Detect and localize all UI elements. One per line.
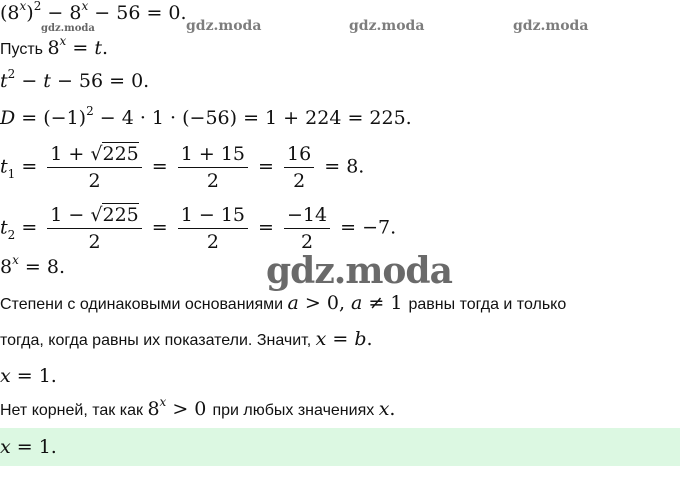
watermark-2: gdz.moda [349, 18, 425, 34]
case-one-equation: $8^x = 8$. [0, 253, 66, 278]
answer-highlight [0, 428, 680, 466]
final-answer: x = 1. [0, 436, 57, 458]
pust-text: Пусть [0, 41, 43, 58]
explanation-line-1: Степени с одинаковыми основаниями a > 0, a ≠ 1 равны тогда и только [0, 292, 567, 314]
watermark-large: gdz.moda [266, 250, 452, 292]
case-two-explanation: Нет корней, так как $8^x > 0$ при любых значениях x. [0, 395, 396, 420]
equation-original: $(8^x)^2 - 8^x - 56 = 0$. [0, 0, 187, 24]
case-one-solution: x = 1. [0, 365, 57, 387]
discriminant: $D = (-1)^2 - 4 \cdot 1 \cdot (-56) = 1 + 224 = 225$. [0, 104, 412, 129]
quadratic-equation: $t^2 - t - 56 = 0$. [0, 67, 150, 92]
substitution-line: Пусть $8^x = t$. [0, 34, 108, 59]
root-t1: $t_1$ = $\frac{1 + √225}{2}$ = $\frac{1 + 15}{2}$ = $\frac{16}{2}$ = 8. [0, 143, 365, 192]
watermark-small: gdz.moda [41, 23, 95, 34]
explanation-line-2: тогда, когда равны их показатели. Значит, x = b. [0, 328, 373, 350]
root-t2: $t_2$ = $\frac{1 - √225}{2}$ = $\frac{1 - 15}{2}$ = $\frac{-14}{2}$ = −7. [0, 204, 397, 253]
watermark-3: gdz.moda [513, 18, 589, 34]
watermark-1: gdz.moda [186, 18, 262, 34]
